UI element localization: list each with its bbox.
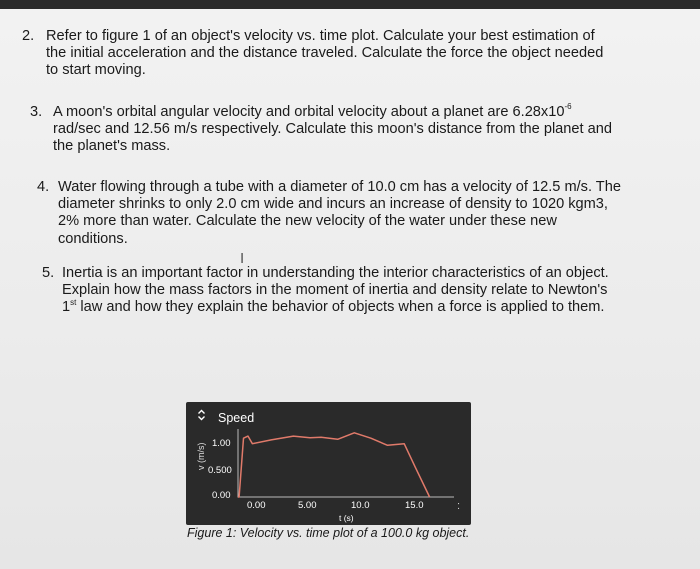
- question-line: Inertia is an important factor in understanding the interior characteristics of an object.: [62, 265, 609, 281]
- figure-caption: Figure 1: Velocity vs. time plot of a 100.0 kg object.: [187, 526, 470, 540]
- text-cursor-icon: I: [240, 250, 245, 267]
- series-line: [238, 433, 430, 497]
- document-page: [0, 9, 700, 569]
- question-line: law and how they explain the behavior of objects when a force is applied to them.: [76, 299, 605, 316]
- x-axis-label: t (s): [339, 513, 354, 523]
- question-line: Refer to figure 1 of an object's velocity vs. time plot. Calculate your best estimation of: [46, 28, 595, 44]
- velocity-chart: [186, 402, 471, 525]
- x-tick-label: 15.0: [405, 500, 424, 511]
- question-line: rad/sec and 12.56 m/s respectively. Calculate this moon's distance from the planet and: [53, 121, 612, 138]
- question-line: Water flowing through a tube with a diameter of 10.0 cm has a velocity of 12.5 m/s. The: [58, 179, 621, 195]
- y-tick-label: 1.00: [212, 438, 231, 449]
- question-2: [22, 28, 672, 88]
- axis-lines: [238, 429, 454, 497]
- y-axis-label: v (m/s): [196, 442, 206, 470]
- chart-title[interactable]: Speed: [218, 411, 255, 425]
- x-tick-label: 0.00: [247, 500, 266, 511]
- question-number: 3.: [30, 104, 43, 120]
- ordinal-suffix: st: [70, 297, 77, 307]
- question-3: [30, 104, 680, 164]
- question-5: [42, 265, 682, 321]
- question-number: 5.: [42, 265, 55, 281]
- question-line: the planet's mass.: [53, 138, 171, 155]
- question-line: Explain how the mass factors in the moment of inertia and density relate to Newton's: [62, 282, 608, 299]
- question-line: to start moving.: [46, 62, 146, 79]
- question-line: A moon's orbital angular velocity and orbital velocity about a planet are 6.28x10: [53, 104, 565, 120]
- question-number: 2.: [22, 28, 35, 44]
- question-line: 2% more than water. Calculate the new velocity of the water under these new: [58, 213, 557, 230]
- question-number: 4.: [37, 179, 50, 195]
- question-line: the initial acceleration and the distance traveled. Calculate the force the object needed: [46, 45, 604, 62]
- more-options-icon[interactable]: :: [457, 500, 461, 512]
- y-tick-label: 0.500: [208, 465, 232, 476]
- question-4: [37, 179, 677, 251]
- x-tick-label: 5.00: [298, 500, 317, 511]
- top-bar: [0, 0, 700, 9]
- question-line: conditions.: [58, 230, 128, 247]
- exponent: -6: [564, 102, 572, 112]
- plot-area: [186, 402, 471, 525]
- question-line: diameter shrinks to only 2.0 cm wide and incurs an increase of density to 1020 kgm3,: [58, 196, 608, 213]
- y-tick-label: 0.00: [212, 490, 231, 501]
- question-line: 1: [62, 299, 71, 316]
- x-tick-label: 10.0: [351, 500, 370, 511]
